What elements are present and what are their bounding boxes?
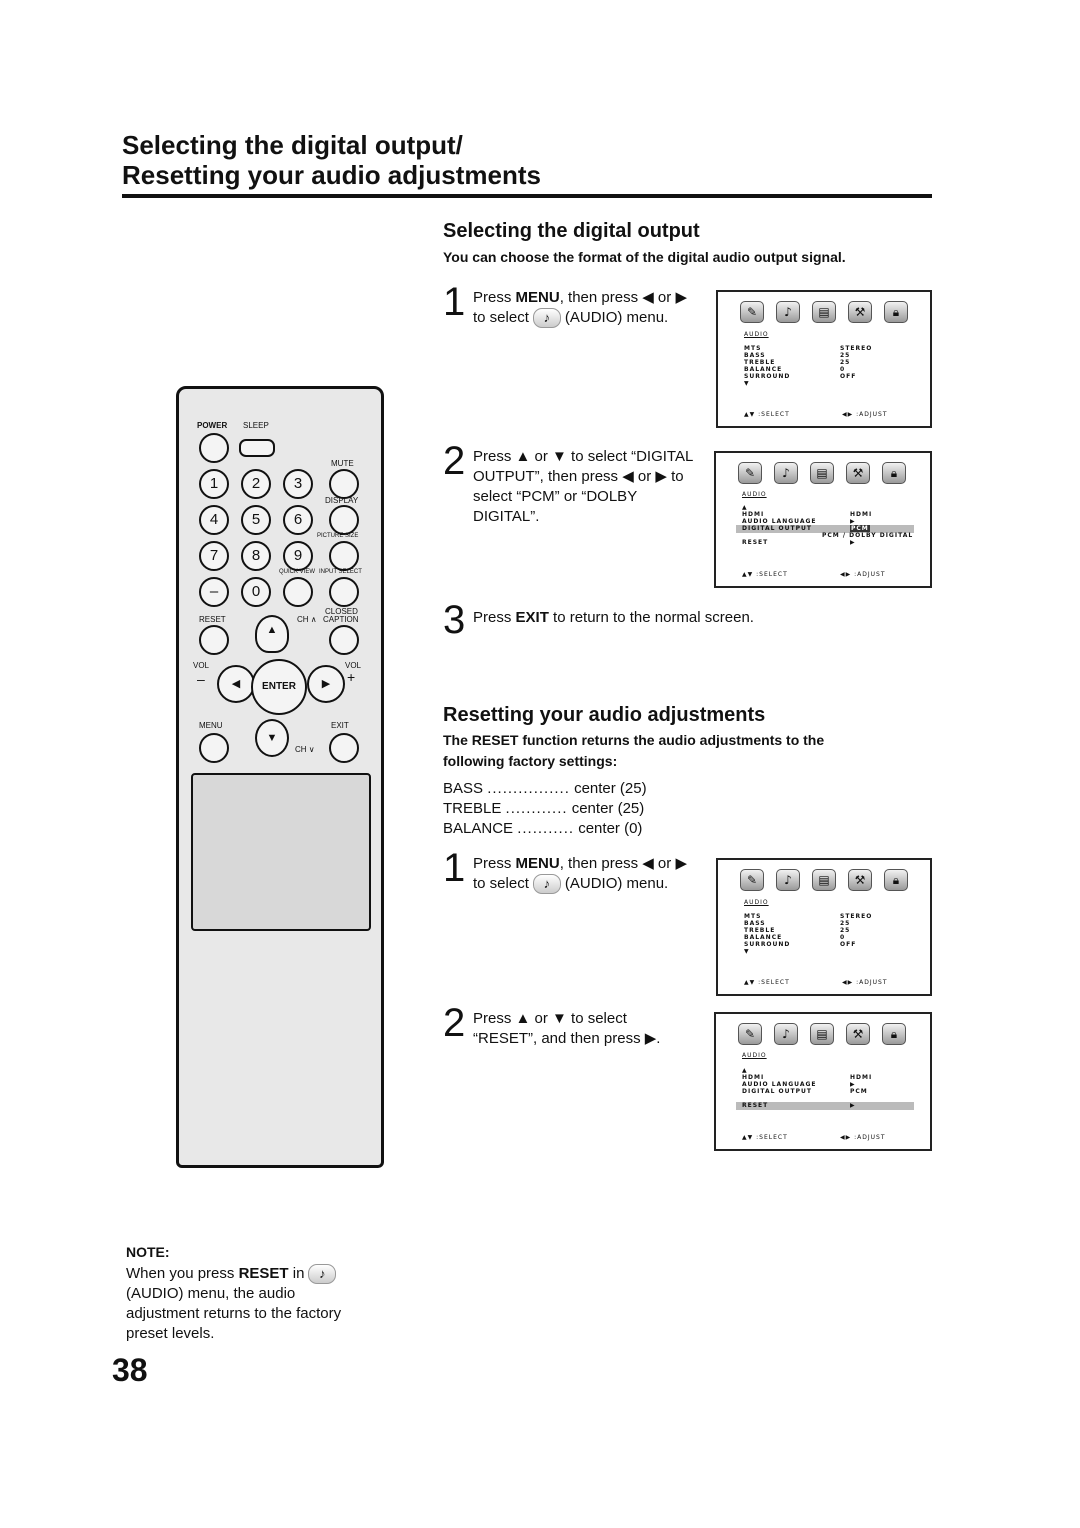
- audio-icon: ♪: [774, 462, 798, 484]
- osd-menu-icons: [740, 869, 908, 891]
- setting-balance: BALANCE ........... center (0): [443, 820, 643, 837]
- closed-caption-button[interactable]: [329, 625, 359, 655]
- osd-row: MTS STEREO: [744, 345, 873, 352]
- remote-control: [176, 386, 384, 1168]
- osd-screen-audio: [716, 858, 932, 996]
- vol-right-label: VOL: [345, 661, 362, 670]
- enter-button[interactable]: ENTER: [251, 659, 307, 715]
- picture-icon: ✎: [740, 301, 764, 323]
- step-2-text: Press ▲ or ▼ to select “RESET”, and then press ▶.: [473, 1010, 661, 1047]
- osd-row: BASS 25: [744, 920, 851, 927]
- osd-options: PCM / DOLBY DIGITAL: [822, 532, 914, 539]
- lock-icon: 🔒︎: [884, 869, 908, 891]
- digit-1-button[interactable]: 1: [199, 469, 229, 499]
- sleep-button[interactable]: [239, 439, 275, 457]
- display-label: DISPLAY: [325, 496, 359, 505]
- page-title: [122, 130, 541, 190]
- osd-row: BASS 25: [744, 352, 851, 359]
- remote-lower-panel: [191, 773, 371, 931]
- exit-button[interactable]: [329, 733, 359, 763]
- digit-8-button[interactable]: 8: [241, 541, 271, 571]
- step-number: 1: [443, 846, 466, 890]
- ch-down-arrow-button[interactable]: ▼: [255, 719, 289, 757]
- setup-icon: ▤: [810, 462, 834, 484]
- audio-icon: ♪: [533, 874, 561, 894]
- closed-label: CLOSED: [325, 607, 358, 616]
- menu-label: MENU: [199, 721, 223, 730]
- digit-9-button[interactable]: 9: [283, 541, 313, 571]
- step-1-text: Press MENU, then press ◀ or ▶ to select ♪ (AUDIO) menu.: [473, 288, 687, 328]
- section-heading-digital-output: Selecting the digital output: [443, 220, 700, 242]
- tools-icon: ⚒: [848, 301, 872, 323]
- digit-2-button[interactable]: 2: [241, 469, 271, 499]
- power-button[interactable]: [199, 433, 229, 463]
- input-select-button[interactable]: [329, 577, 359, 607]
- caption-label: CAPTION: [323, 615, 359, 624]
- osd-row: AUDIO LANGUAGE ▶: [742, 1081, 856, 1088]
- vol-left-label: VOL: [193, 661, 210, 670]
- audio-icon: ♪: [308, 1264, 336, 1284]
- osd-footer: ▲▼ :SELECT ◀▶ :ADJUST: [742, 571, 886, 578]
- title-rule: [122, 194, 932, 198]
- scroll-down-icon: ▼: [744, 948, 750, 955]
- audio-icon: ♪: [776, 301, 800, 323]
- picture-icon: ✎: [738, 462, 762, 484]
- mute-label: MUTE: [331, 459, 354, 468]
- scroll-up-icon: ▲: [742, 1067, 748, 1074]
- title-line-2: Resetting your audio adjustments: [122, 160, 541, 190]
- osd-row: AUDIO LANGUAGE ▶: [742, 518, 856, 525]
- digit-4-button[interactable]: 4: [199, 505, 229, 535]
- step-number: 2: [443, 439, 466, 483]
- sleep-label: SLEEP: [243, 421, 269, 430]
- section-lead: The RESET function returns the audio adjustments to the following factory settings:: [443, 732, 825, 769]
- section-lead: You can choose the format of the digital audio output signal.: [443, 249, 846, 265]
- step-3-text: Press EXIT to return to the normal screen.: [473, 609, 754, 626]
- scroll-down-icon: ▼: [744, 380, 750, 387]
- display-button[interactable]: [329, 505, 359, 535]
- osd-row: BALANCE 0: [744, 366, 846, 373]
- osd-menu-name: AUDIO: [744, 899, 769, 906]
- mute-button[interactable]: [329, 469, 359, 499]
- osd-menu-name: AUDIO: [744, 331, 769, 338]
- osd-row: MTS STEREO: [744, 913, 873, 920]
- osd-row: SURROUND OFF: [744, 373, 857, 380]
- audio-icon: ♪: [776, 869, 800, 891]
- osd-row: BALANCE 0: [744, 934, 846, 941]
- ch-down-label: CH ∨: [295, 745, 315, 754]
- setting-treble: TREBLE ............ center (25): [443, 800, 645, 817]
- osd-row: SURROUND OFF: [744, 941, 857, 948]
- lock-icon: 🔒︎: [882, 462, 906, 484]
- setup-icon: ▤: [812, 869, 836, 891]
- power-label: POWER: [197, 421, 228, 430]
- quick-view-button[interactable]: [283, 577, 313, 607]
- vol-up-arrow-button[interactable]: ▶: [307, 665, 345, 703]
- step-number: 2: [443, 1001, 466, 1045]
- vol-minus-label: –: [197, 671, 205, 687]
- step-number: 3: [443, 598, 466, 642]
- osd-screen-audio: [716, 290, 932, 428]
- picture-size-label: PICTURE SIZE: [317, 533, 359, 539]
- vol-down-arrow-button[interactable]: ◀: [217, 665, 255, 703]
- factory-settings-list: [443, 779, 647, 839]
- osd-row: HDMI HDMI: [742, 511, 873, 518]
- step-1-text: Press MENU, then press ◀ or ▶ to select ♪ (AUDIO) menu.: [473, 854, 687, 894]
- digit-6-button[interactable]: 6: [283, 505, 313, 535]
- osd-footer: ▲▼ :SELECT ◀▶ :ADJUST: [742, 1134, 886, 1141]
- note-label: NOTE:: [126, 1244, 170, 1260]
- tools-icon: ⚒: [848, 869, 872, 891]
- setup-icon: ▤: [810, 1023, 834, 1045]
- osd-row: RESET ▶: [742, 539, 856, 546]
- section-heading-reset: Resetting your audio adjustments: [443, 704, 766, 726]
- tools-icon: ⚒: [846, 1023, 870, 1045]
- audio-icon: ♪: [533, 308, 561, 328]
- digit-7-button[interactable]: 7: [199, 541, 229, 571]
- digit-0-button[interactable]: 0: [241, 577, 271, 607]
- tools-icon: ⚒: [846, 462, 870, 484]
- digit-5-button[interactable]: 5: [241, 505, 271, 535]
- osd-footer: ▲▼ :SELECT ◀▶ :ADJUST: [744, 411, 888, 418]
- menu-button[interactable]: [199, 733, 229, 763]
- osd-row: TREBLE 25: [744, 359, 851, 366]
- osd-menu-name: AUDIO: [742, 491, 767, 498]
- osd-row-selected: DIGITAL OUTPUT PCM: [736, 525, 914, 533]
- osd-footer: ▲▼ :SELECT ◀▶ :ADJUST: [744, 979, 888, 986]
- step-2-text: Press ▲ or ▼ to select “DIGITAL OUTPUT”, then press ◀ or ▶ to select “PCM” or “DOLBY DIGITAL”.: [473, 448, 694, 525]
- osd-row: DIGITAL OUTPUT PCM: [742, 1088, 868, 1095]
- step-number: 1: [443, 280, 466, 324]
- reset-button[interactable]: [199, 625, 229, 655]
- picture-size-button[interactable]: [329, 541, 359, 571]
- osd-row-selected: RESET ▶: [736, 1102, 914, 1110]
- osd-screen-digital-output: [714, 451, 932, 588]
- picture-icon: ✎: [740, 869, 764, 891]
- note-text: When you press RESET in ♪ (AUDIO) menu, the audio adjustment returns to the factory preset levels.: [126, 1265, 342, 1343]
- vol-plus-label: +: [347, 669, 356, 685]
- dash-button[interactable]: –: [199, 577, 229, 607]
- quick-view-label: QUICK VIEW: [279, 569, 316, 575]
- lock-icon: 🔒︎: [882, 1023, 906, 1045]
- scroll-up-icon: ▲: [742, 504, 748, 511]
- input-select-label: INPUT SELECT: [319, 569, 362, 575]
- lock-icon: 🔒︎: [884, 301, 908, 323]
- reset-label: RESET: [199, 615, 226, 624]
- audio-icon: ♪: [774, 1023, 798, 1045]
- page-number: 38: [112, 1352, 148, 1388]
- setting-bass: BASS ................ center (25): [443, 780, 647, 797]
- digit-3-button[interactable]: 3: [283, 469, 313, 499]
- osd-row: TREBLE 25: [744, 927, 851, 934]
- title-line-1: Selecting the digital output/: [122, 130, 463, 160]
- osd-menu-icons: [738, 462, 906, 484]
- setup-icon: ▤: [812, 301, 836, 323]
- ch-up-label: CH ∧: [297, 615, 317, 624]
- osd-menu-name: AUDIO: [742, 1052, 767, 1059]
- osd-menu-icons: [740, 301, 908, 323]
- osd-menu-icons: [738, 1023, 906, 1045]
- exit-label: EXIT: [331, 721, 349, 730]
- osd-screen-reset: [714, 1012, 932, 1151]
- ch-up-arrow-button[interactable]: ▲: [255, 615, 289, 653]
- picture-icon: ✎: [738, 1023, 762, 1045]
- osd-row: HDMI HDMI: [742, 1074, 873, 1081]
